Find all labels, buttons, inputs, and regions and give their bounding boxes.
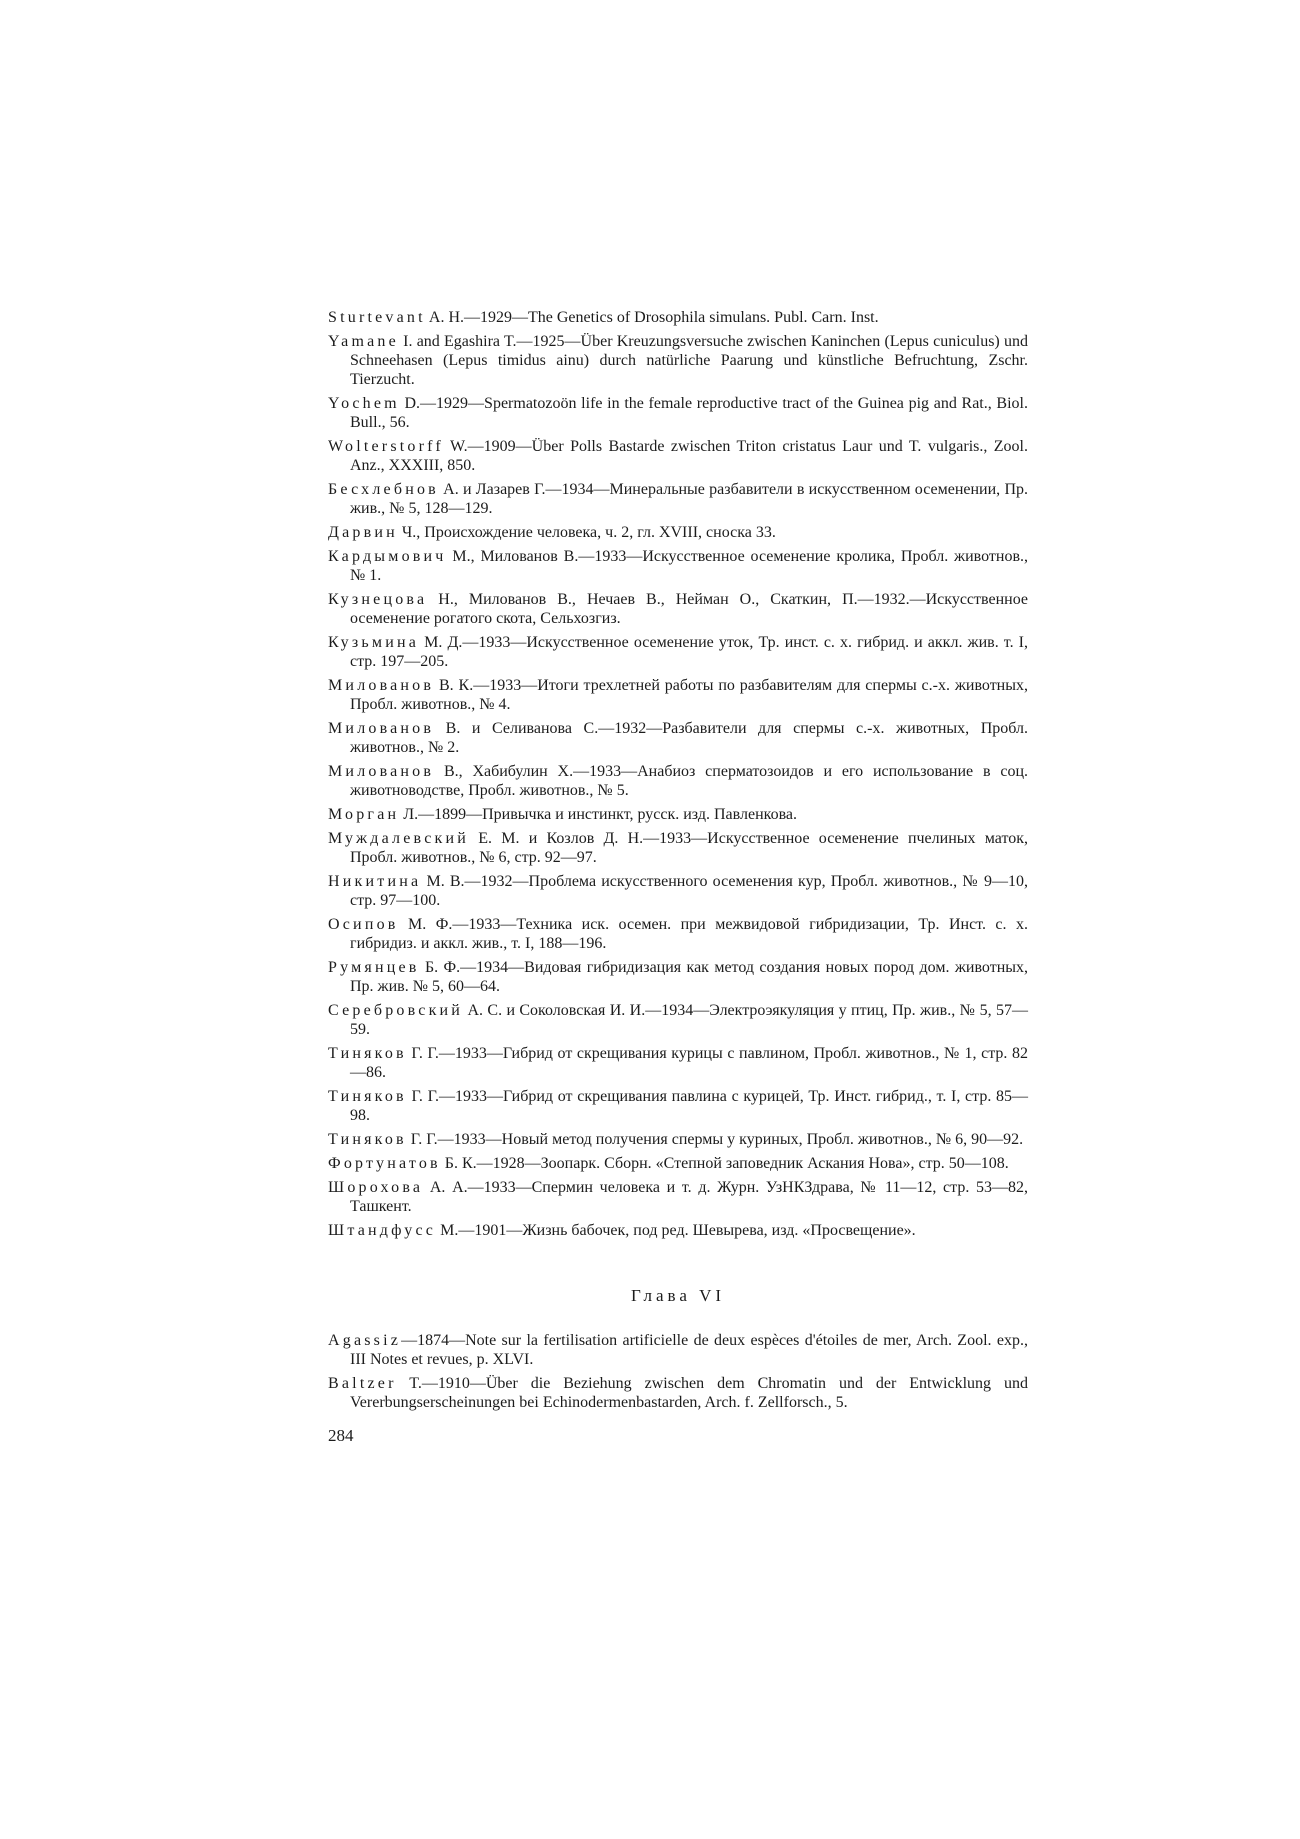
reference-text: М. В.—1932—Проблема искусственного осеменения кур, Пробл. животнов., № 9—10, стр. 97—100. <box>350 873 1028 909</box>
reference-text: М., Милованов В.—1933—Искусственное осеменение кролика, Пробл. животнов., № 1. <box>350 548 1028 584</box>
reference-text: А. С. и Соколовская И. И.—1934—Электроэякуляция у птиц, Пр. жив., № 5, 57—59. <box>350 1002 1028 1038</box>
reference-text: В., Хабибулин Х.—1933—Анабиоз сперматозоидов и его использование в соц. животноводстве, Пробл. животнов., № 5. <box>350 763 1028 799</box>
reference-author: Штандфусс <box>328 1222 437 1239</box>
reference-author: Yamane <box>328 333 399 350</box>
reference-author: Румянцев <box>328 959 420 976</box>
reference-text: А. А.—1933—Спермин человека и т. д. Журн. УзНКЗдрава, № 11—12, стр. 53—82, Ташкент. <box>350 1179 1028 1215</box>
bibliography-page <box>328 308 1028 1445</box>
page-number: 284 <box>328 1426 354 1445</box>
reference-entry <box>328 394 1028 432</box>
reference-entry <box>328 676 1028 714</box>
reference-author: Yochem <box>328 395 400 412</box>
reference-entry <box>328 332 1028 389</box>
reference-entry <box>328 590 1028 628</box>
reference-entry <box>328 915 1028 953</box>
reference-author: Милованов <box>328 763 435 780</box>
reference-text: I. and Egashira T.—1925—Über Kreuzungsversuche zwischen Kaninchen (Lepus cuniculus) und Schneehasen (Lepus timidus ainu) durch natürliche Paarung und künstliche Befruchtung, Zschr. Tierzucht. <box>350 333 1028 388</box>
reference-entry <box>328 762 1028 800</box>
chapter-heading: Глава VI <box>630 1286 726 1305</box>
reference-author: Wolterstorff <box>328 438 444 455</box>
reference-author: Шорохова <box>328 1179 424 1196</box>
reference-text: В. К.—1933—Итоги трехлетней работы по разбавителям для спермы с.-х. животных, Пробл. животнов., № 4. <box>350 677 1028 713</box>
reference-author: Дарвин <box>328 524 398 541</box>
reference-author: Морган <box>328 806 400 823</box>
reference-text: Б. Ф.—1934—Видовая гибридизация как метод создания новых пород дом. животных, Пр. жив. № 5, 60—64. <box>350 959 1028 995</box>
reference-text: М. Ф.—1933—Техника иск. осемен. при межвидовой гибридизации, Тр. Инст. с. х. гибридиз. и аккл. жив., т. I, 188—196. <box>350 916 1028 952</box>
reference-author: Тиняков <box>328 1131 407 1148</box>
reference-text: T.—1910—Über die Beziehung zwischen dem Chromatin und der Entwicklung und Vererbungserscheinungen bei Echinodermenbastarden, Arch. f. Zellforsch., 5. <box>350 1375 1028 1411</box>
reference-author: Кузнецова <box>328 591 428 608</box>
reference-entry <box>328 829 1028 867</box>
reference-entry <box>328 805 1028 824</box>
reference-text: Ч., Происхождение человека, ч. 2, гл. XVIII, сноска 33. <box>397 524 776 541</box>
reference-entry <box>328 633 1028 671</box>
reference-text: Н., Милованов В., Нечаев В., Нейман О., Скаткин, П.—1932.—Искусственное осеменение рогатого скота, Сельхозгиз. <box>350 591 1028 627</box>
reference-text: A. H.—1929—The Genetics of Drosophila simulans. Publ. Carn. Inst. <box>425 309 879 326</box>
reference-entry <box>328 872 1028 910</box>
reference-text: А. и Лазарев Г.—1934—Минеральные разбавители в искусственном осеменении, Пр. жив., № 5, 128—129. <box>350 481 1028 517</box>
reference-author: Agassiz <box>328 1332 402 1349</box>
reference-entry <box>328 1178 1028 1216</box>
reference-author: Кузьмина <box>328 634 420 651</box>
reference-entry <box>328 1331 1028 1369</box>
reference-text: —1874—Note sur la fertilisation artificielle de deux espèces d'étoiles de mer, Arch. Zool. exp., III Notes et revues, p. XLVI. <box>350 1332 1028 1368</box>
reference-entry <box>328 1154 1028 1173</box>
reference-author: Кардымович <box>328 548 447 565</box>
reference-author: Осипов <box>328 916 399 933</box>
reference-text: Б. К.—1928—Зоопарк. Сборн. «Степной заповедник Аскания Нова», стр. 50—108. <box>440 1155 1009 1172</box>
reference-text: В. и Селиванова С.—1932—Разбавители для спермы с.-х. животных, Пробл. животнов., № 2. <box>350 720 1028 756</box>
reference-entry <box>328 1001 1028 1039</box>
reference-text: Г. Г.—1933—Гибрид от скрещивания курицы с павлином, Пробл. животнов., № 1, стр. 82—86. <box>350 1045 1028 1081</box>
reference-entry <box>328 308 1028 327</box>
reference-author: Милованов <box>328 720 435 737</box>
reference-author: Тиняков <box>328 1088 407 1105</box>
reference-entry <box>328 1130 1028 1149</box>
reference-entry <box>328 1221 1028 1240</box>
reference-author: Бесхлебнов <box>328 481 439 498</box>
reference-text: М.—1901—Жизнь бабочек, под ред. Шевырева, изд. «Просвещение». <box>436 1222 916 1239</box>
reference-list <box>328 1331 1028 1412</box>
reference-author: Baltzer <box>328 1375 397 1392</box>
reference-text: Л.—1899—Привычка и инстинкт, русск. изд. Павленкова. <box>399 806 798 823</box>
reference-entry <box>328 480 1028 518</box>
reference-entry <box>328 1087 1028 1125</box>
reference-text: Г. Г.—1933—Новый метод получения спермы у куриных, Пробл. животнов., № 6, 90—92. <box>406 1131 1024 1148</box>
reference-author: Sturtevant <box>328 309 426 326</box>
reference-entry <box>328 719 1028 757</box>
reference-author: Никитина <box>328 873 422 890</box>
reference-text: W.—1909—Über Polls Bastarde zwischen Triton cristatus Laur und T. vulgaris., Zool. Anz., XXXIII, 850. <box>350 438 1028 474</box>
reference-list <box>328 308 1028 1240</box>
reference-entry <box>328 547 1028 585</box>
reference-entry <box>328 437 1028 475</box>
reference-entry <box>328 1374 1028 1412</box>
reference-entry <box>328 523 1028 542</box>
reference-text: М. Д.—1933—Искусственное осеменение уток, Тр. инст. с. х. гибрид. и аккл. жив. т. I, стр. 197—205. <box>350 634 1028 670</box>
reference-text: Г. Г.—1933—Гибрид от скрещивания павлина с курицей, Тр. Инст. гибрид., т. I, стр. 85—98. <box>350 1088 1028 1124</box>
reference-text: D.—1929—Spermatozoön life in the female reproductive tract of the Guinea pig and Rat., Biol. Bull., 56. <box>350 395 1028 431</box>
reference-author: Милованов <box>328 677 435 694</box>
reference-entry <box>328 958 1028 996</box>
reference-author: Фортунатов <box>328 1155 441 1172</box>
reference-entry <box>328 1044 1028 1082</box>
reference-author: Муждалевский <box>328 830 470 847</box>
reference-author: Тиняков <box>328 1045 407 1062</box>
reference-text: Е. М. и Козлов Д. Н.—1933—Искусственное осеменение пчелиных маток, Пробл. животнов., № 6, стр. 92—97. <box>350 830 1028 866</box>
reference-author: Серебровский <box>328 1002 464 1019</box>
